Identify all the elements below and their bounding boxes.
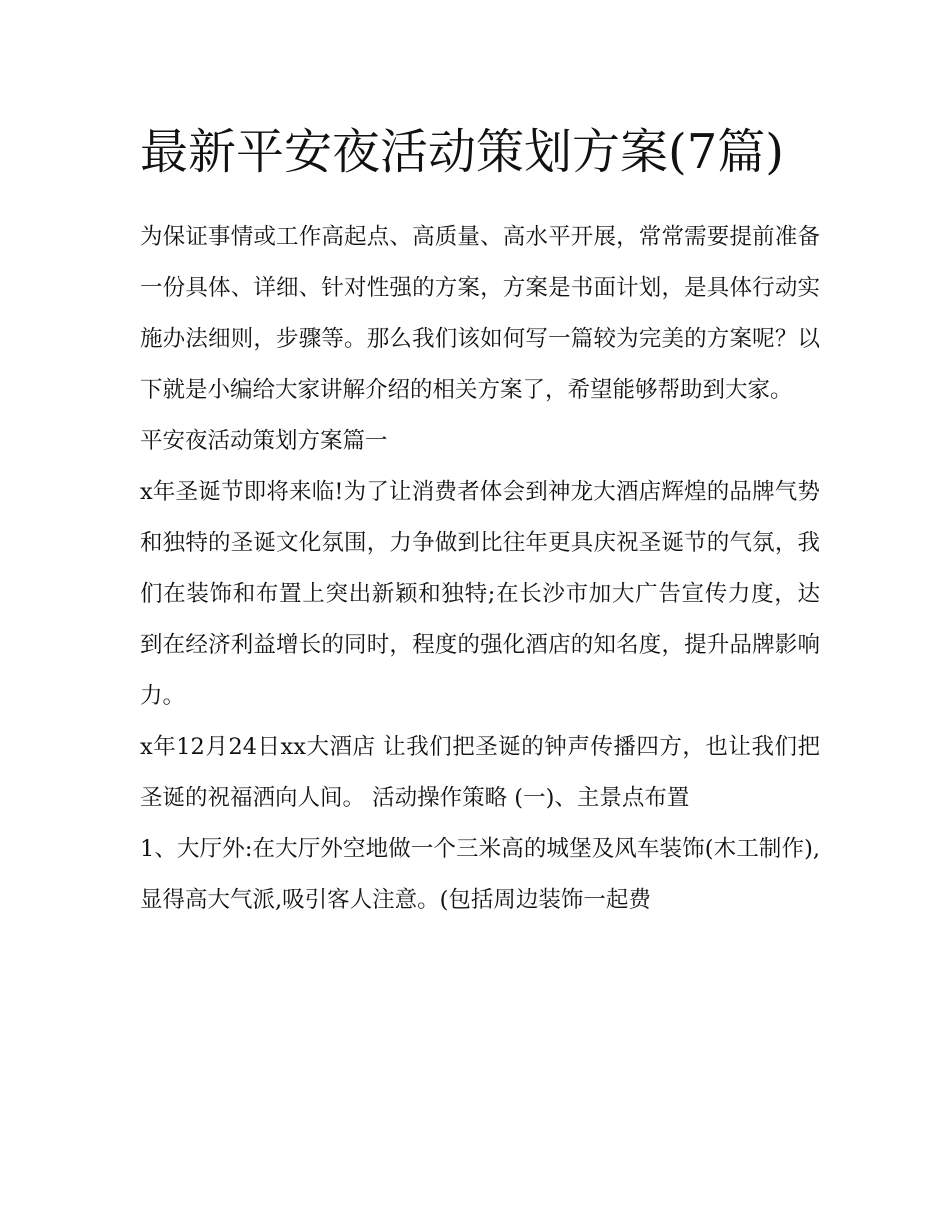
body-paragraph: 1、大厅外:在大厅外空地做一个三米高的城堡及风车装饰(木工制作),显得高大气派,吸引客人注意。(包括周边装饰一起费 (140, 836, 820, 913)
body-paragraph: x年圣诞节即将来临!为了让消费者体会到神龙大酒店辉煌的品牌气势和独特的圣诞文化氛围，力争做到比往年更具庆祝圣诞节的气氛，我们在装饰和布置上突出新颖和独特;在长沙市加大广告宣传力度，达到在经济利益增长的同时，程度的强化酒店的知名度，提升品牌影响力。 (140, 479, 820, 709)
document-title: 最新平安夜活动策划方案(7篇) (140, 124, 784, 180)
section-heading: 平安夜活动策划方案篇一 (140, 428, 388, 454)
document-body (140, 112, 820, 926)
intro-paragraph: 为保证事情或工作高起点、高质量、高水平开展，常常需要提前准备一份具体、详细、针对性强的方案，方案是书面计划，是具体行动实施办法细则，步骤等。那么我们该如何写一篇较为完美的方案呢？以下就是小编给大家讲解介绍的相关方案了，希望能够帮助到大家。 (140, 224, 820, 403)
body-paragraph: x年12月24日xx大酒店 让我们把圣诞的钟声传播四方，也让我们把圣诞的祝福洒向人间。 活动操作策略 (一)、主景点布置 (140, 734, 820, 811)
